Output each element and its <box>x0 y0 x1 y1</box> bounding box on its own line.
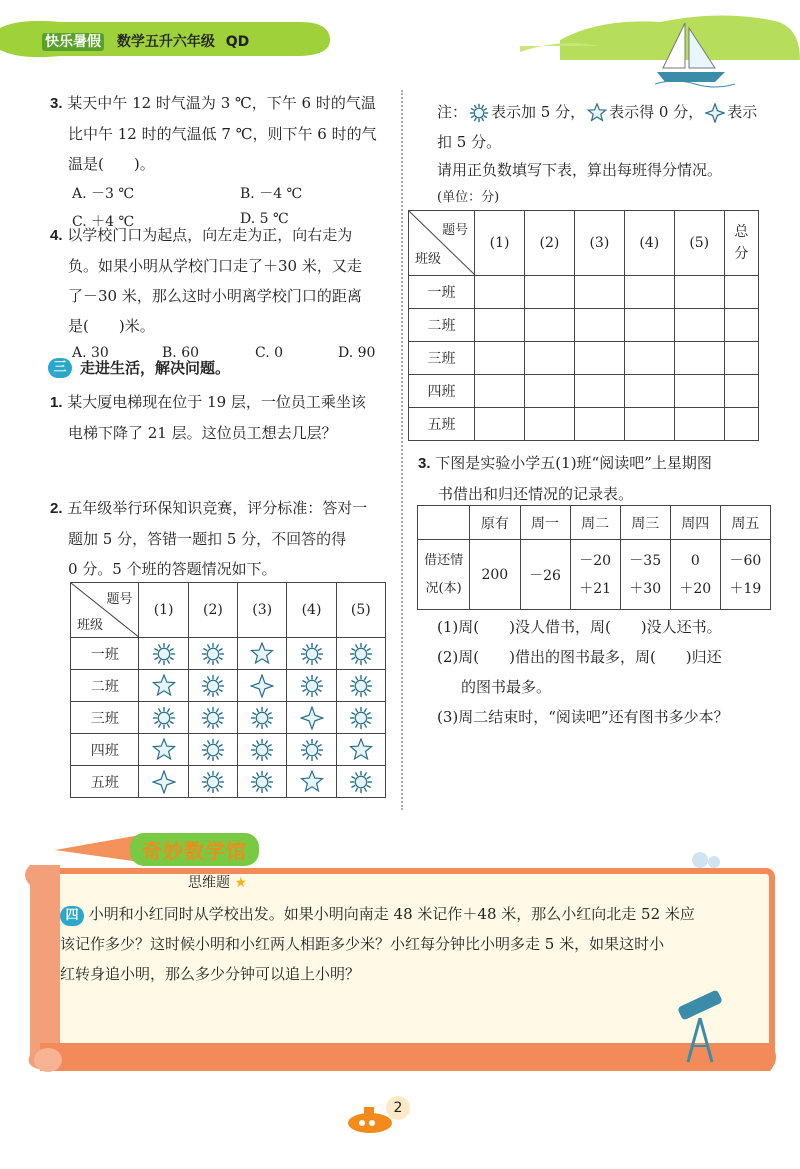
marks-cell <box>139 734 188 766</box>
marks-table-row <box>71 670 386 702</box>
score-cell-blank[interactable] <box>475 276 525 309</box>
problem-3-subquestions <box>437 612 787 732</box>
q4-line1: 以学校门口为起点，向左走为正，向右走为 <box>67 226 353 244</box>
sun-icon <box>300 742 324 758</box>
q4-line4: 是( )米。 <box>68 317 155 335</box>
sun-icon <box>152 646 176 662</box>
subtitle-star-icon: ★ <box>234 875 248 891</box>
score-row-class: 五班 <box>409 408 475 441</box>
marks-row-class: 三班 <box>71 702 139 734</box>
marks-cell <box>287 702 336 734</box>
section-3-title: 走进生活，解决问题。 <box>80 359 231 377</box>
library-wed-out: －35 <box>629 552 662 569</box>
p1-number: 1. <box>50 394 63 411</box>
score-cell-blank[interactable] <box>574 408 624 441</box>
star-icon <box>349 742 373 758</box>
diamond-star-icon <box>300 710 324 726</box>
library-header-mon: 周一 <box>520 506 570 540</box>
header-title <box>42 31 249 51</box>
fun-line1: 小明和小红同时从学校出发。如果小明向南走 48 米记作＋48 米，那么小红向北走 52 米应 <box>88 905 695 923</box>
sun-icon <box>201 742 225 758</box>
score-cell-blank[interactable] <box>674 309 724 342</box>
q3-line1: 某天中午 12 时气温为 3 ℃，下午 6 时的气温 <box>67 94 376 112</box>
p1-line2: 电梯下降了 21 层。这位员工想去几层？ <box>68 424 337 442</box>
marks-cell <box>188 670 237 702</box>
section-3-heading <box>48 357 230 378</box>
score-col-header: (5) <box>674 211 724 276</box>
q4-option-b[interactable]: B. 60 <box>162 345 200 361</box>
sun-icon <box>349 646 373 662</box>
question-4 <box>50 220 395 369</box>
fun-subtitle-text: 思维题 <box>188 875 230 891</box>
score-cell-blank[interactable] <box>525 408 575 441</box>
q3-option-a[interactable]: A. －3 ℃ <box>72 186 135 202</box>
library-header-original: 原有 <box>470 506 520 540</box>
note-sun-text: 表示加 5 分， <box>491 103 586 121</box>
edition: QD <box>225 34 250 50</box>
library-wed <box>620 540 670 610</box>
score-total-blank[interactable] <box>724 309 758 342</box>
score-cell-blank[interactable] <box>674 342 724 375</box>
score-col-header: (3) <box>574 211 624 276</box>
q4-option-a[interactable]: A. 30 <box>72 345 109 361</box>
library-thu <box>670 540 720 610</box>
fun-badge: 四 <box>60 906 84 926</box>
marks-cell <box>287 670 336 702</box>
score-cell-blank[interactable] <box>574 276 624 309</box>
score-cell-blank[interactable] <box>624 375 674 408</box>
q3-number: 3. <box>50 95 63 112</box>
note-star-text: 表示得 0 分， <box>609 103 704 121</box>
column-divider <box>401 90 403 810</box>
library-wed-in: ＋30 <box>629 580 662 597</box>
marks-col-header: (4) <box>287 583 336 638</box>
score-total-bottom: 分 <box>734 246 749 262</box>
score-corner-top: 题号 <box>442 223 469 238</box>
score-row-class: 三班 <box>409 342 475 375</box>
marks-row-class: 一班 <box>71 638 139 670</box>
marks-cell <box>238 670 287 702</box>
fun-line3: 红转身追小明，那么多少分钟可以追上小明？ <box>60 965 361 983</box>
library-original: 200 <box>470 540 520 610</box>
note-prefix: 注： <box>437 103 468 121</box>
score-cell-blank[interactable] <box>475 342 525 375</box>
marks-cell <box>139 670 188 702</box>
score-cell-blank[interactable] <box>525 342 575 375</box>
sun-icon <box>152 710 176 726</box>
star-icon <box>250 646 274 662</box>
library-row-label-2: 况(本) <box>425 580 462 596</box>
score-cell-blank[interactable] <box>475 408 525 441</box>
library-thu-in: ＋20 <box>679 580 712 597</box>
subject-title: 数学五升六年级 <box>116 34 215 50</box>
marks-cell <box>188 766 237 798</box>
marks-cell <box>336 734 385 766</box>
score-table <box>408 210 759 441</box>
note-unit: (单位：分) <box>437 190 500 205</box>
star-icon <box>152 678 176 694</box>
problem-1 <box>50 387 395 448</box>
score-total-blank[interactable] <box>724 342 758 375</box>
library-header-blank <box>418 506 470 540</box>
library-thu-out: 0 <box>690 552 700 569</box>
sun-icon <box>250 774 274 790</box>
marks-cell <box>336 638 385 670</box>
score-row-class: 二班 <box>409 309 475 342</box>
marks-table-row <box>71 734 386 766</box>
q4-number: 4. <box>50 227 63 244</box>
score-row-class: 一班 <box>409 276 475 309</box>
sun-icon <box>201 646 225 662</box>
score-cell-blank[interactable] <box>624 309 674 342</box>
q4-line2: 负。如果小明从学校门口走了＋30 米，又走 <box>68 257 362 275</box>
p2-line3: 0 分。5 个班的答题情况如下。 <box>68 560 277 578</box>
marks-corner-bottom: 班级 <box>77 618 104 633</box>
score-cell-blank[interactable] <box>674 276 724 309</box>
score-cell-blank[interactable] <box>525 309 575 342</box>
question-3 <box>50 88 395 235</box>
p3-line2: 书借出和归还情况的记录表。 <box>438 485 634 503</box>
p2-number: 2. <box>50 500 63 517</box>
p2-line2: 题加 5 分，答错一题扣 5 分，不回答的得 <box>68 530 347 548</box>
marks-cell <box>287 638 336 670</box>
score-cell-blank[interactable] <box>525 276 575 309</box>
fun-title-badge <box>130 833 259 866</box>
marks-cell <box>238 766 287 798</box>
library-row-label <box>418 540 470 610</box>
marks-cell <box>287 734 336 766</box>
library-fri-in: ＋19 <box>729 580 762 597</box>
marks-cell <box>238 638 287 670</box>
score-table-row <box>409 342 759 375</box>
library-header-wed: 周三 <box>620 506 670 540</box>
score-cell-blank[interactable] <box>475 309 525 342</box>
p3-sub3: (3)周二结束时，“阅读吧”还有图书多少本？ <box>437 708 729 726</box>
library-tue <box>570 540 620 610</box>
marks-cell <box>238 734 287 766</box>
marks-cell <box>336 766 385 798</box>
score-table-row <box>409 309 759 342</box>
score-total-blank[interactable] <box>724 276 758 309</box>
marks-table-row <box>71 766 386 798</box>
score-cell-blank[interactable] <box>574 375 624 408</box>
fun-question <box>60 899 770 989</box>
library-header-thu: 周四 <box>670 506 720 540</box>
q3-option-b[interactable]: B. －4 ℃ <box>240 186 303 202</box>
library-header-fri: 周五 <box>720 506 770 540</box>
answer-marks-table <box>70 582 386 798</box>
score-cell-blank[interactable] <box>574 309 624 342</box>
q3-option-c[interactable]: C. ＋4 ℃ <box>72 214 135 230</box>
p3-sub2a: (2)周( )借出的图书最多，周( )归还 <box>437 648 722 666</box>
problem-2 <box>50 493 395 584</box>
diamond-star-icon <box>250 678 274 694</box>
library-tue-out: －20 <box>579 552 612 569</box>
marks-corner-top: 题号 <box>106 592 133 607</box>
fun-subtitle <box>188 872 247 892</box>
q3-option-d[interactable]: D. 5 ℃ <box>240 211 289 227</box>
sailboat-icon <box>655 18 735 88</box>
score-cell-blank[interactable] <box>674 375 724 408</box>
marks-row-class: 四班 <box>71 734 139 766</box>
sun-icon <box>201 678 225 694</box>
marks-cell <box>287 766 336 798</box>
sun-icon <box>300 678 324 694</box>
marks-cell <box>336 702 385 734</box>
marks-cell <box>139 638 188 670</box>
library-row-label-1: 借还情 <box>424 552 464 568</box>
marks-col-header: (2) <box>188 583 237 638</box>
diamond-star-icon <box>705 103 725 121</box>
star-icon <box>587 103 607 121</box>
score-cell-blank[interactable] <box>624 408 674 441</box>
p3-number: 3. <box>418 455 431 472</box>
sun-icon <box>300 646 324 662</box>
diamond-star-icon <box>152 774 176 790</box>
q4-option-d[interactable]: D. 90 <box>338 345 376 361</box>
marks-table-row <box>71 638 386 670</box>
note-line2: 扣 5 分。 <box>437 133 502 151</box>
problem-3 <box>418 448 788 509</box>
p2-line1: 五年级举行环保知识竞赛，评分标准：答对一 <box>67 499 368 517</box>
marks-table-row <box>71 702 386 734</box>
p3-line1: 下图是实验小学五(1)班“阅读吧”上星期图 <box>435 454 712 472</box>
star-icon <box>300 774 324 790</box>
section-3-badge: 三 <box>48 358 72 378</box>
score-cell-blank[interactable] <box>624 276 674 309</box>
score-cell-blank[interactable] <box>574 342 624 375</box>
sun-icon <box>469 103 489 121</box>
marks-col-header: (3) <box>238 583 287 638</box>
score-col-header: (2) <box>525 211 575 276</box>
marks-row-class: 二班 <box>71 670 139 702</box>
marks-cell <box>238 702 287 734</box>
score-total-blank[interactable] <box>724 408 758 441</box>
fun-line2: 该记作多少？这时候小明和小红两人相距多少米？小红每分钟比小明多走 5 米，如果这时小 <box>60 935 665 953</box>
p1-line1: 某大厦电梯现在位于 19 层，一位员工乘坐该 <box>67 393 366 411</box>
fun-title: 奇妙数学馆 <box>142 839 247 863</box>
score-table-row <box>409 408 759 441</box>
sun-icon <box>250 742 274 758</box>
score-cell-blank[interactable] <box>475 375 525 408</box>
marks-cell <box>188 638 237 670</box>
library-header-tue: 周二 <box>570 506 620 540</box>
score-row-class: 四班 <box>409 375 475 408</box>
score-col-header: (1) <box>475 211 525 276</box>
marks-col-header: (5) <box>336 583 385 638</box>
sun-icon <box>349 678 373 694</box>
marks-cell <box>188 734 237 766</box>
page-number: 2 <box>386 1096 410 1120</box>
sun-icon <box>349 710 373 726</box>
q3-line3: 温是( )。 <box>68 155 155 173</box>
sun-icon <box>250 710 274 726</box>
marks-table-corner <box>71 583 139 638</box>
score-cell-blank[interactable] <box>674 408 724 441</box>
marks-cell <box>188 702 237 734</box>
q4-line3: 了－30 米，那么这时小明离学校门口的距离 <box>68 287 362 305</box>
marks-col-header: (1) <box>139 583 188 638</box>
p3-sub2b: 的图书最多。 <box>461 678 552 696</box>
sun-icon <box>201 774 225 790</box>
score-col-header: (4) <box>624 211 674 276</box>
library-mon: －26 <box>520 540 570 610</box>
library-fri-out: －60 <box>729 552 762 569</box>
score-corner-bottom: 班级 <box>415 252 442 267</box>
marks-row-class: 五班 <box>71 766 139 798</box>
score-table-row <box>409 375 759 408</box>
p3-sub1: (1)周( )没人借书，周( )没人还书。 <box>437 618 722 636</box>
note-line3: 请用正负数填写下表，算出每班得分情况。 <box>437 161 723 179</box>
marks-cell <box>139 766 188 798</box>
library-tue-in: ＋21 <box>579 580 612 597</box>
sun-icon <box>201 710 225 726</box>
score-table-row <box>409 276 759 309</box>
q4-option-c[interactable]: C. 0 <box>255 345 284 361</box>
series-title: 快乐暑假 <box>42 33 104 51</box>
marks-cell <box>139 702 188 734</box>
marks-legend-note <box>437 97 782 127</box>
score-total-top: 总 <box>734 224 749 240</box>
marks-cell <box>336 670 385 702</box>
star-icon <box>152 742 176 758</box>
sun-icon <box>349 774 373 790</box>
score-total-blank[interactable] <box>724 375 758 408</box>
score-table-corner <box>409 211 475 276</box>
library-record-table <box>417 505 771 610</box>
score-total-header <box>724 211 758 276</box>
score-cell-blank[interactable] <box>525 375 575 408</box>
telescope-icon <box>670 990 730 1070</box>
score-cell-blank[interactable] <box>624 342 674 375</box>
note-diamond-text: 表示 <box>727 103 758 121</box>
library-fri <box>720 540 770 610</box>
q3-line2: 比中午 12 时的气温低 7 ℃，则下午 6 时的气 <box>68 125 377 143</box>
